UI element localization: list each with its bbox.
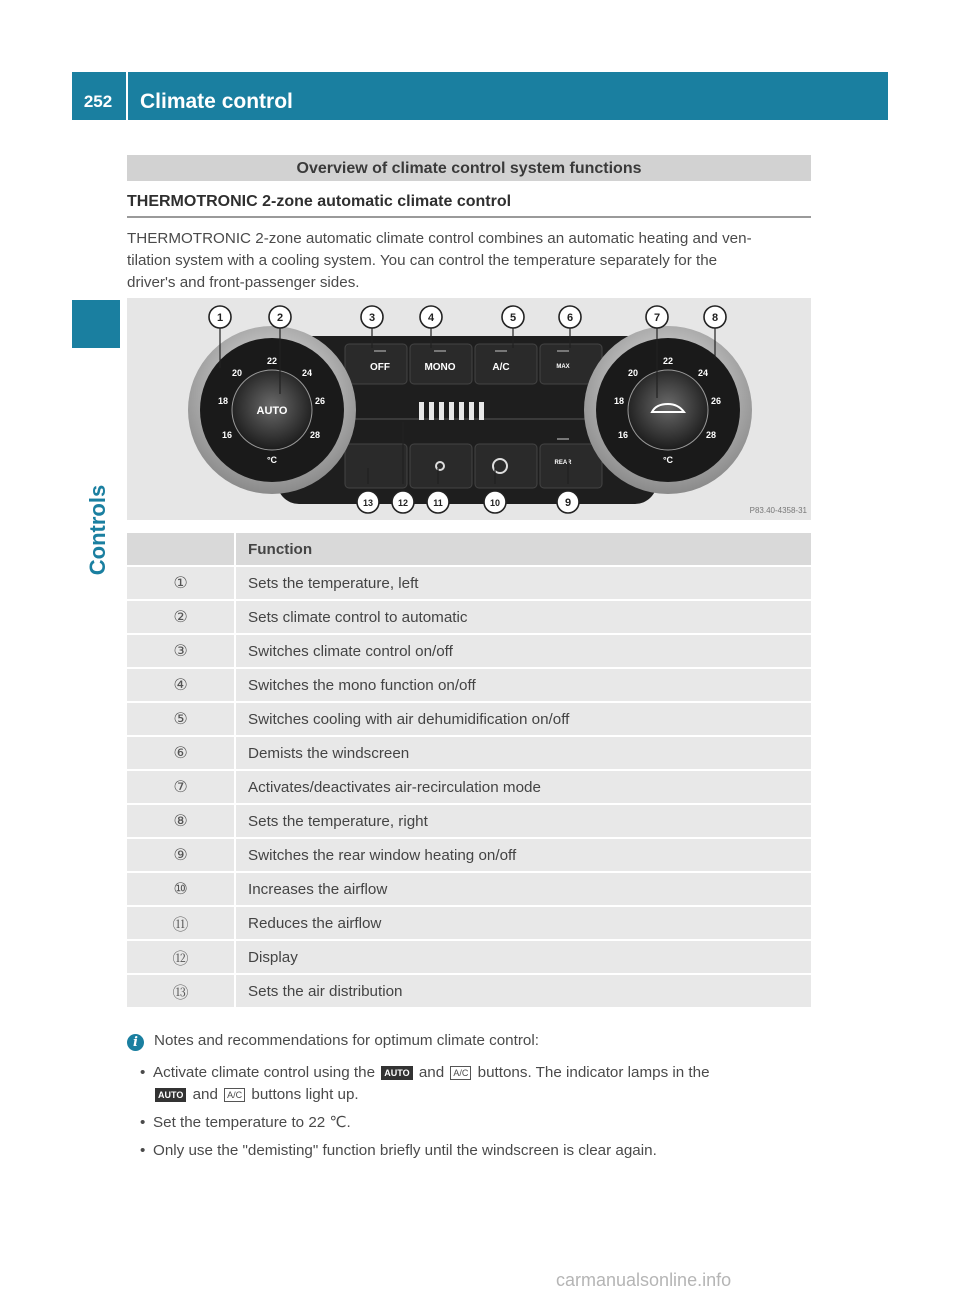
right-temp-20: 20 xyxy=(627,368,639,378)
callout-7: 7 xyxy=(653,312,661,324)
chapter-title: Climate control xyxy=(140,90,293,113)
row-number: ② xyxy=(127,601,234,633)
table-row xyxy=(127,567,811,599)
table-header-row xyxy=(127,533,811,565)
table-row xyxy=(127,601,811,633)
table-row xyxy=(127,805,811,837)
row-function-text: Sets climate control to automatic xyxy=(236,601,811,633)
left-temp-20: 20 xyxy=(231,368,243,378)
auto-button-label: AUTO xyxy=(256,405,288,417)
note-text: and xyxy=(418,1064,445,1081)
row-function-text: Switches the rear window heating on/off xyxy=(236,839,811,871)
max-button-label: MAX xyxy=(556,364,570,370)
row-function-text: Switches climate control on/off xyxy=(236,635,811,667)
right-temp-unit: °C xyxy=(662,455,674,465)
row-number: ⑨ xyxy=(127,839,234,871)
list-item xyxy=(143,1062,823,1106)
page-number: 252 xyxy=(83,92,113,111)
ac-key-icon: A/C xyxy=(450,1066,471,1080)
sidebar-tab-block xyxy=(72,300,120,348)
info-icon: i xyxy=(127,1034,144,1051)
ac-key-icon: A/C xyxy=(224,1088,245,1102)
table-row xyxy=(127,941,811,973)
right-temperature-dial xyxy=(584,326,752,494)
left-temp-18: 18 xyxy=(217,396,229,406)
callout-4: 4 xyxy=(427,312,435,324)
table-row xyxy=(127,703,811,735)
climate-panel-svg xyxy=(127,298,811,520)
row-number: ③ xyxy=(127,635,234,667)
row-function-text: Increases the airflow xyxy=(236,873,811,905)
note-text: and xyxy=(192,1086,218,1103)
callout-5: 5 xyxy=(509,312,517,324)
table-row xyxy=(127,737,811,769)
right-temp-26: 26 xyxy=(710,396,722,406)
left-temp-unit: °C xyxy=(266,455,278,465)
subsection-rule xyxy=(127,216,811,218)
callout-6: 6 xyxy=(566,312,574,324)
callout-8: 8 xyxy=(711,312,719,324)
callout-3: 3 xyxy=(368,312,376,324)
note-text: buttons. The indicator lamps in the xyxy=(477,1064,710,1081)
row-function-text: Display xyxy=(236,941,811,973)
row-function-text: Sets the air distribution xyxy=(236,975,811,1007)
row-function-text: Demists the windscreen xyxy=(236,737,811,769)
row-function-text: Sets the temperature, left xyxy=(236,567,811,599)
table-row xyxy=(127,839,811,871)
row-number: ⑤ xyxy=(127,703,234,735)
list-item: • Only use the "demisting" function briefly until the windscreen is clear again. xyxy=(143,1140,823,1162)
header-divider xyxy=(126,72,128,120)
left-temp-28: 28 xyxy=(309,430,321,440)
callout-1: 1 xyxy=(216,312,224,324)
notes-heading: Notes and recommendations for optimum climate control: xyxy=(154,1032,539,1049)
off-button-label: OFF xyxy=(370,362,390,373)
row-number: ⑫ xyxy=(127,941,234,973)
row-number: ① xyxy=(127,567,234,599)
table-row xyxy=(127,975,811,1007)
watermark: carmanualsonline.info xyxy=(556,1270,732,1290)
subsection-title: THERMOTRONIC 2-zone automatic climate control xyxy=(127,193,512,210)
row-number: ⑩ xyxy=(127,873,234,905)
right-temp-24: 24 xyxy=(697,368,709,378)
table-row xyxy=(127,907,811,939)
row-function-text: Activates/deactivates air-recirculation mode xyxy=(236,771,811,803)
right-temp-28: 28 xyxy=(705,430,717,440)
left-temp-26: 26 xyxy=(314,396,326,406)
right-temp-22: 22 xyxy=(662,356,674,366)
row-number: ⑪ xyxy=(127,907,234,939)
table-header-num xyxy=(127,533,234,565)
callout-10: 10 xyxy=(489,498,501,508)
left-temp-22: 22 xyxy=(266,356,278,366)
intro-line: driver's and front-passenger sides. xyxy=(127,274,360,291)
right-temp-18: 18 xyxy=(613,396,625,406)
callout-11: 11 xyxy=(433,498,443,508)
note-text: Activate climate control using the xyxy=(153,1064,376,1081)
climate-panel-illustration xyxy=(127,298,811,520)
right-temp-16: 16 xyxy=(617,430,629,440)
table-row xyxy=(127,771,811,803)
sidebar-label-text: Controls xyxy=(85,484,110,576)
callout-12: 12 xyxy=(397,498,409,508)
sidebar-label xyxy=(78,470,118,590)
section-title: Overview of climate control system functions xyxy=(127,155,811,181)
row-function-text: Reduces the airflow xyxy=(236,907,811,939)
ac-button-label: A/C xyxy=(492,362,510,373)
intro-line: THERMOTRONIC 2-zone automatic climate control combines an automatic heating and ven- xyxy=(127,230,752,247)
row-function-text: Switches the mono function on/off xyxy=(236,669,811,701)
rear-button-label: REAR xyxy=(554,460,572,466)
table-row xyxy=(127,669,811,701)
row-number: ⑦ xyxy=(127,771,234,803)
table-row xyxy=(127,873,811,905)
table-header-function: Function xyxy=(236,533,811,565)
row-number: ⑥ xyxy=(127,737,234,769)
row-function-text: Sets the temperature, right xyxy=(236,805,811,837)
list-item: • Set the temperature to 22 ℃. xyxy=(143,1112,823,1134)
intro-paragraph xyxy=(127,228,817,294)
callout-2: 2 xyxy=(276,312,284,324)
notes-list xyxy=(143,1062,823,1168)
callout-9: 9 xyxy=(564,497,572,509)
table-row xyxy=(127,635,811,667)
mono-button-label: MONO xyxy=(424,362,456,373)
intro-line: tilation system with a cooling system. You can control the temperature separately for the xyxy=(127,252,718,269)
left-temp-24: 24 xyxy=(301,368,313,378)
note-text: buttons light up. xyxy=(251,1086,359,1103)
row-number: ⑧ xyxy=(127,805,234,837)
row-number: ④ xyxy=(127,669,234,701)
auto-key-icon: AUTO xyxy=(381,1066,412,1080)
function-table xyxy=(127,533,811,1009)
row-function-text: Switches cooling with air dehumidification on/off xyxy=(236,703,811,735)
callout-13: 13 xyxy=(362,498,374,508)
left-temp-16: 16 xyxy=(221,430,233,440)
figure-reference: P83.40-4358-31 xyxy=(749,506,807,515)
auto-key-icon: AUTO xyxy=(155,1088,186,1102)
row-number: ⑬ xyxy=(127,975,234,1007)
